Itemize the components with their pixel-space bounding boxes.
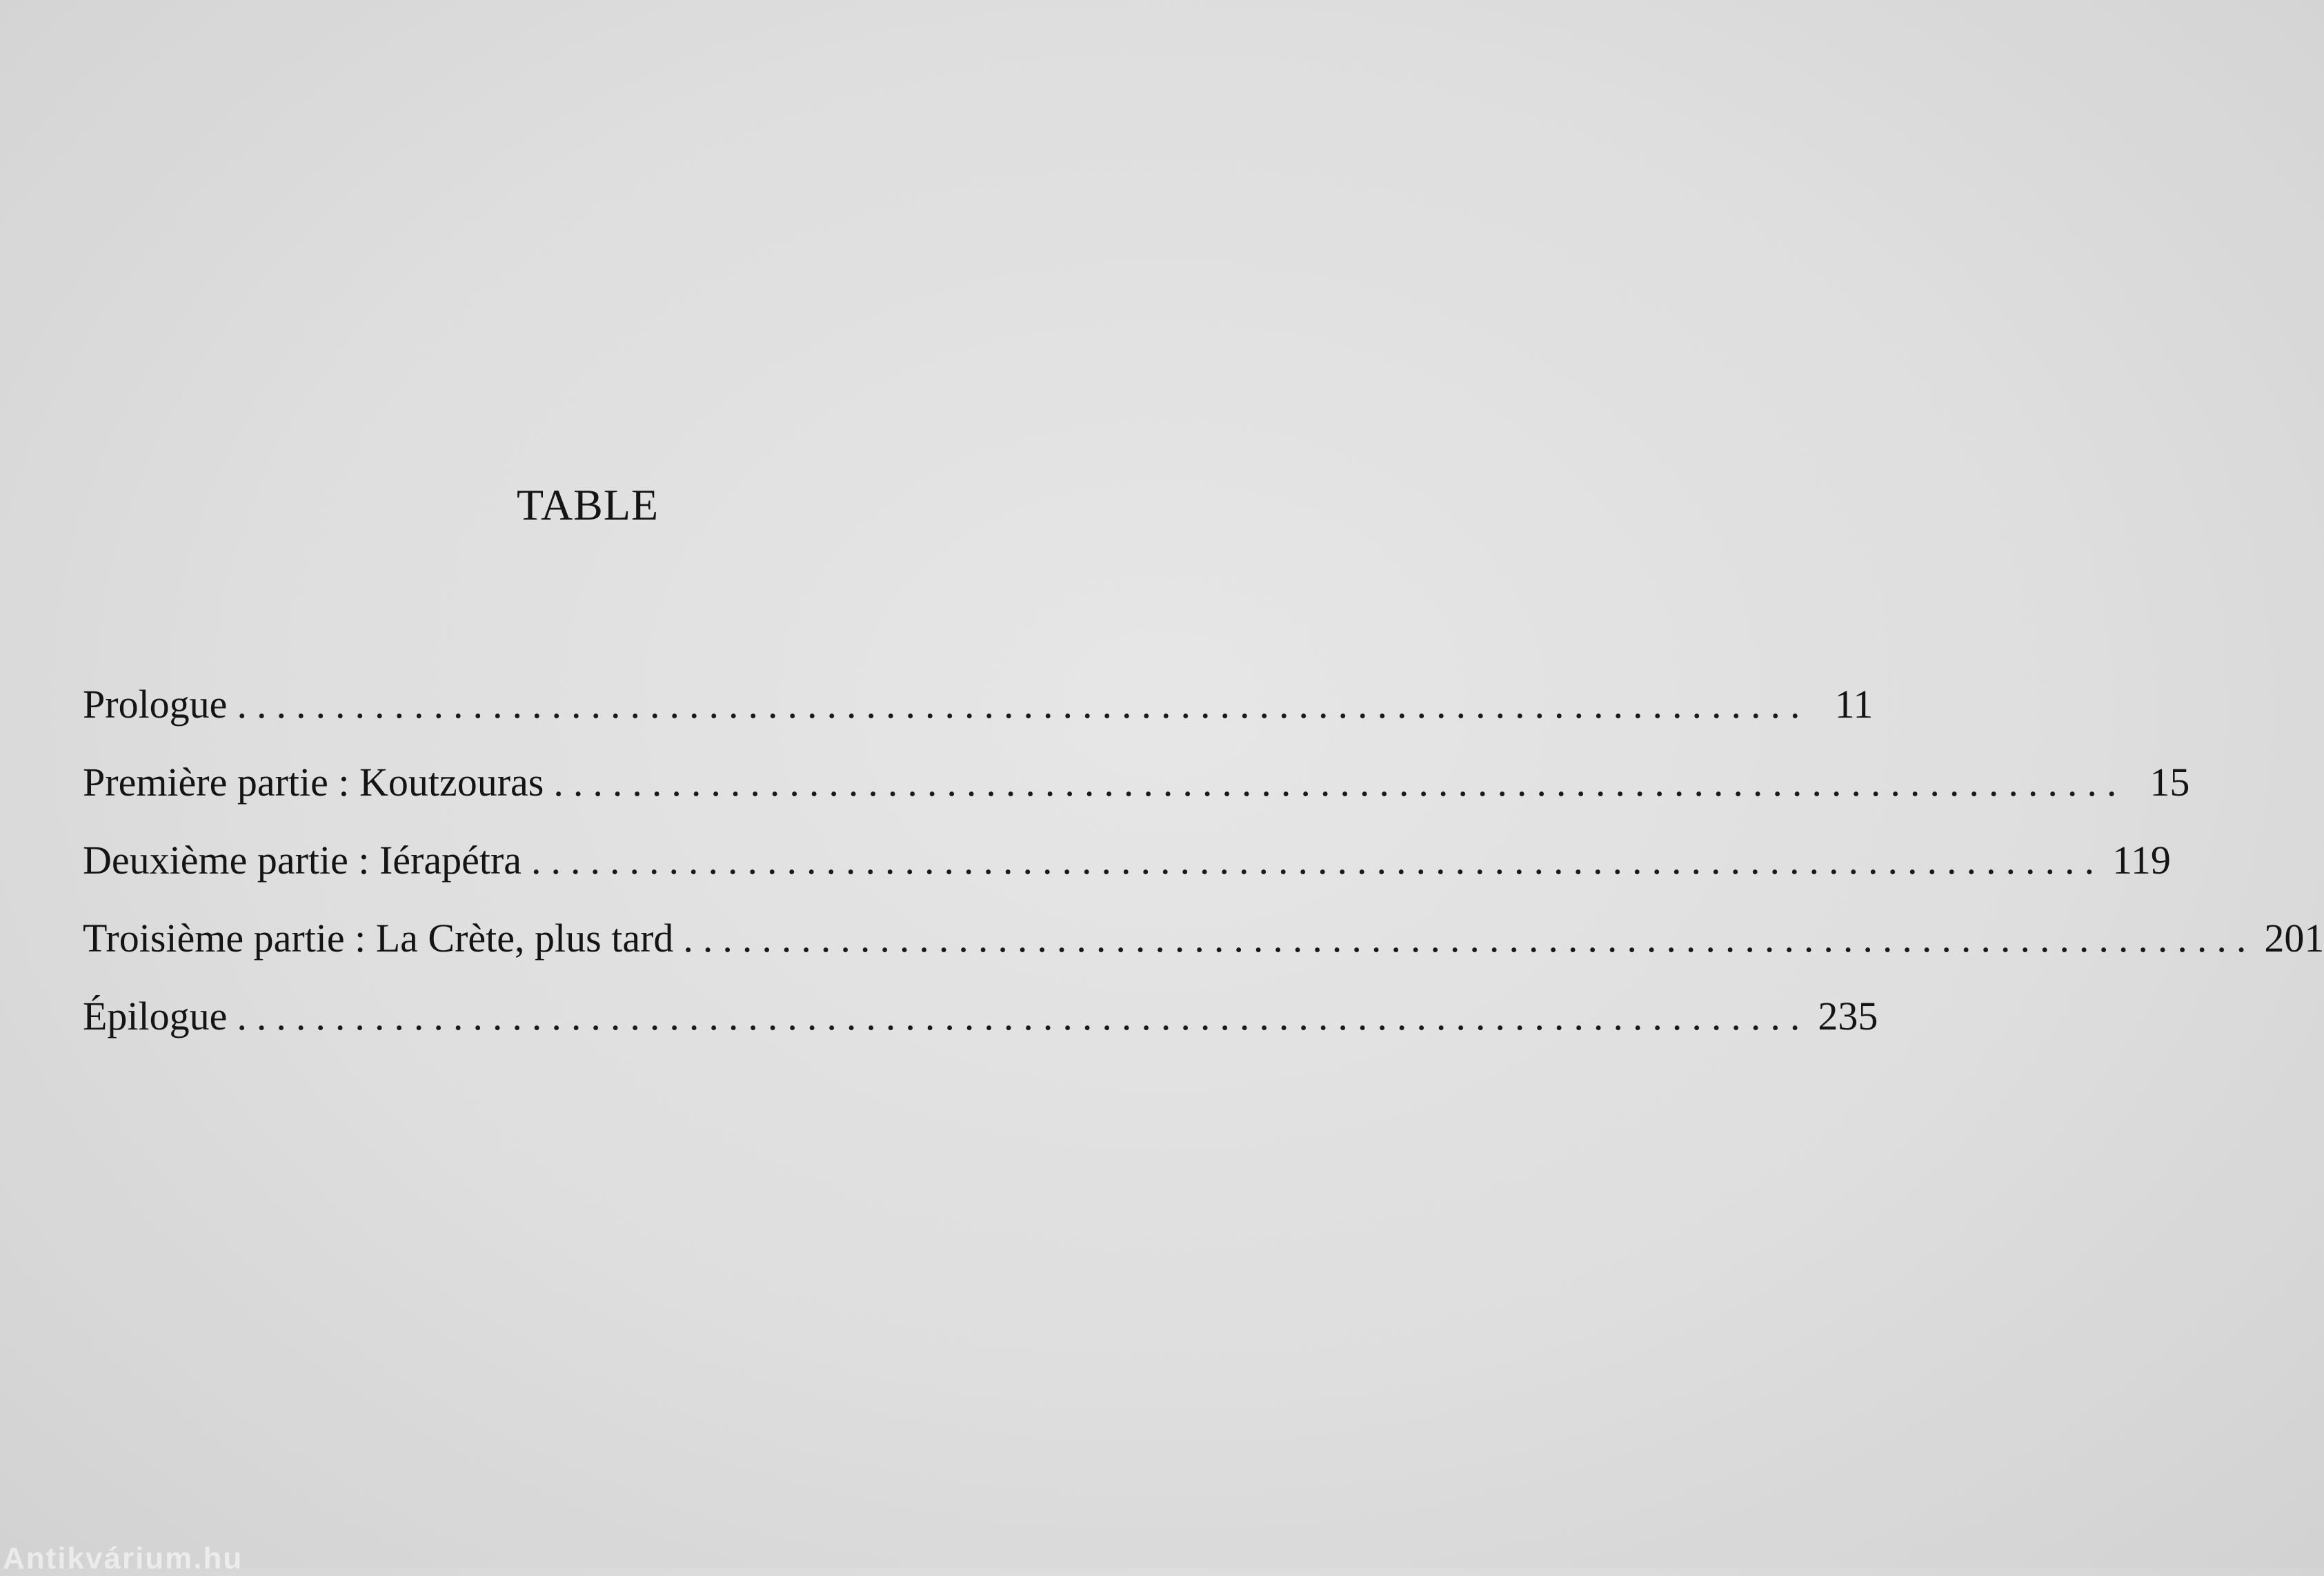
toc-entry-title: Prologue	[83, 682, 228, 727]
toc-entry-page: 201	[2264, 916, 2324, 961]
toc-entry-title: Épilogue	[83, 994, 228, 1038]
toc-entry-epilogue	[83, 994, 1878, 1074]
toc-entry-title: Deuxième partie : Iérapétra	[83, 838, 522, 883]
page-title: TABLE	[516, 480, 659, 529]
toc-entry-page: 235	[1818, 994, 1878, 1038]
toc-entry-title: Troisième partie : La Crète, plus tard	[83, 916, 674, 961]
toc-entry-page: 15	[2149, 760, 2190, 805]
toc-entry-page: 119	[2112, 838, 2171, 883]
dot-leader: ................................................................................	[237, 682, 1810, 727]
dot-leader: ................................................................................	[553, 760, 2127, 805]
watermark: Antikvárium.hu	[3, 1541, 244, 1575]
dot-leader: ................................................................................	[531, 838, 2105, 883]
toc-entry-part-one	[83, 760, 2190, 840]
dot-leader: ................................................................................	[683, 916, 2256, 961]
toc-entry-part-three	[83, 916, 2324, 996]
table-of-contents	[83, 682, 2324, 1074]
dot-leader: ................................................................................	[237, 994, 1810, 1038]
toc-entry-title: Première partie : Koutzouras	[83, 760, 544, 805]
toc-entry-prologue	[83, 682, 1874, 762]
toc-entry-page: 11	[1834, 682, 1874, 727]
toc-entry-part-two	[83, 838, 2171, 918]
